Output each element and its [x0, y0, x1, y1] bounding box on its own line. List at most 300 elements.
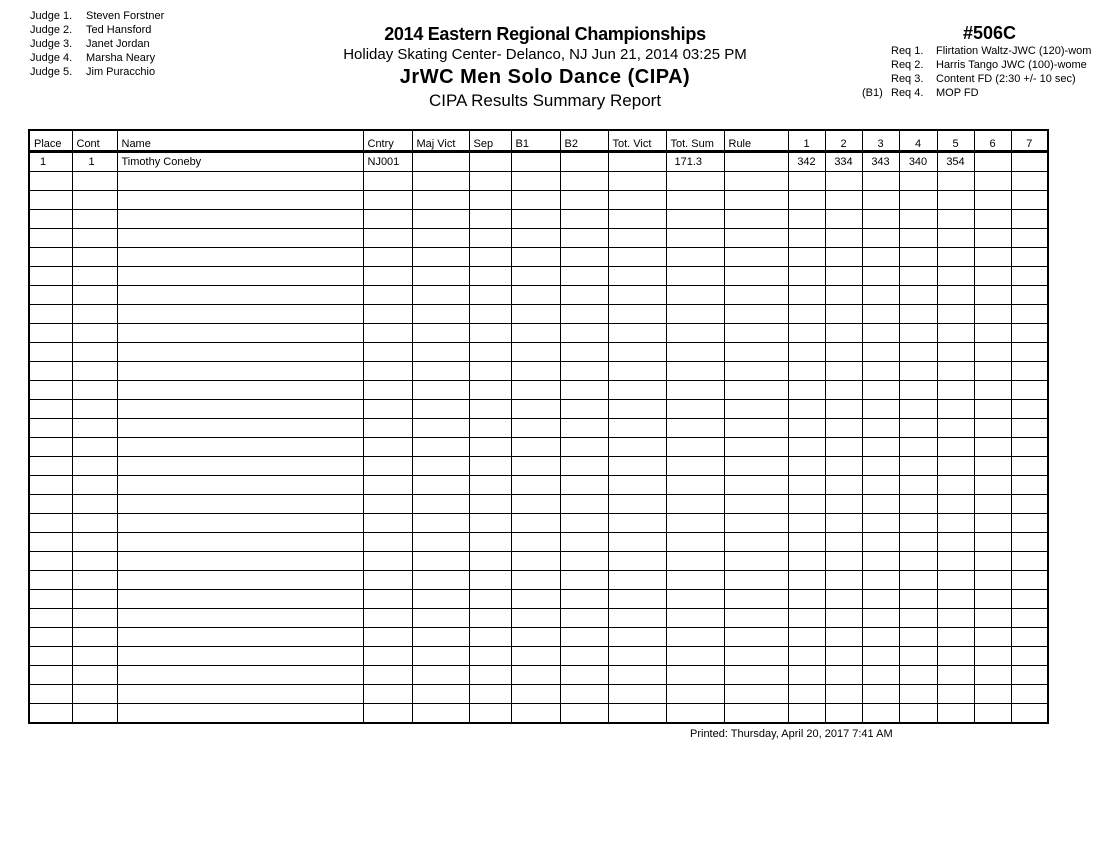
table-cell	[72, 229, 117, 248]
table-cell	[974, 381, 1011, 400]
table-cell	[363, 704, 412, 724]
table-cell	[899, 438, 937, 457]
table-cell	[29, 666, 72, 685]
table-cell	[560, 248, 608, 267]
table-cell	[469, 609, 511, 628]
table-cell	[511, 666, 560, 685]
table-cell	[469, 248, 511, 267]
table-cell	[72, 647, 117, 666]
table-row	[29, 152, 1048, 172]
table-cell	[608, 628, 666, 647]
table-cell	[117, 609, 363, 628]
requirement-item	[862, 86, 1091, 100]
table-header-row	[29, 130, 1048, 152]
table-cell	[560, 590, 608, 609]
table-cell	[899, 400, 937, 419]
table-cell	[363, 229, 412, 248]
table-cell	[29, 381, 72, 400]
table-cell	[72, 172, 117, 191]
table-cell	[899, 324, 937, 343]
table-cell	[412, 248, 469, 267]
table-cell	[117, 400, 363, 419]
table-cell	[29, 685, 72, 704]
table-cell	[937, 704, 974, 724]
table-cell	[724, 267, 788, 286]
table-cell	[469, 514, 511, 533]
table-cell	[560, 571, 608, 590]
table-cell	[899, 362, 937, 381]
table-cell	[1011, 438, 1048, 457]
table-cell	[412, 210, 469, 229]
table-cell	[937, 647, 974, 666]
table-cell	[788, 229, 825, 248]
table-cell	[608, 495, 666, 514]
table-cell	[511, 590, 560, 609]
column-header: Rule	[724, 130, 788, 152]
table-row-empty	[29, 286, 1048, 305]
competition-title: 2014 Eastern Regional Championships	[384, 24, 706, 44]
table-cell	[825, 571, 862, 590]
table-cell	[511, 609, 560, 628]
table-cell	[117, 438, 363, 457]
table-cell	[511, 685, 560, 704]
table-cell	[412, 666, 469, 685]
requirement-item	[862, 58, 1091, 72]
table-row-empty	[29, 172, 1048, 191]
table-cell	[788, 267, 825, 286]
table-cell	[862, 476, 899, 495]
table-cell	[72, 685, 117, 704]
table-cell	[862, 248, 899, 267]
table-cell	[825, 305, 862, 324]
table-cell	[724, 381, 788, 400]
table-cell	[862, 267, 899, 286]
event-id: #506C	[963, 23, 1017, 43]
table-cell	[724, 552, 788, 571]
table-cell	[117, 552, 363, 571]
table-cell	[117, 210, 363, 229]
column-header: 6	[974, 130, 1011, 152]
table-cell	[666, 381, 724, 400]
table-cell	[412, 362, 469, 381]
table-cell	[72, 324, 117, 343]
table-cell	[825, 476, 862, 495]
table-cell	[412, 343, 469, 362]
column-header: 2	[825, 130, 862, 152]
table-cell	[72, 343, 117, 362]
table-cell	[1011, 152, 1048, 172]
table-cell	[511, 571, 560, 590]
table-cell	[937, 628, 974, 647]
table-cell	[974, 172, 1011, 191]
requirement-text: Content FD (2:30 +/- 10 sec)	[936, 73, 1076, 85]
table-row-empty	[29, 419, 1048, 438]
report-title-block	[300, 22, 790, 112]
table-cell	[560, 609, 608, 628]
table-cell	[788, 419, 825, 438]
table-cell	[788, 362, 825, 381]
table-cell	[560, 400, 608, 419]
table-cell	[511, 438, 560, 457]
column-header: 1	[788, 130, 825, 152]
table-cell	[117, 495, 363, 514]
table-cell	[825, 495, 862, 514]
column-header: Sep	[469, 130, 511, 152]
table-cell	[363, 666, 412, 685]
table-cell	[608, 210, 666, 229]
table-cell	[937, 362, 974, 381]
table-cell	[1011, 476, 1048, 495]
venue-date: Holiday Skating Center- Delanco, NJ Jun 21, 2014 03:25 PM	[343, 46, 747, 63]
table-cell	[469, 552, 511, 571]
table-cell	[937, 305, 974, 324]
judge-item	[30, 65, 164, 79]
judge-name: Jim Puracchio	[86, 66, 156, 78]
table-cell	[608, 305, 666, 324]
table-cell	[899, 419, 937, 438]
table-cell	[608, 172, 666, 191]
judge-item	[30, 23, 164, 37]
table-cell	[363, 533, 412, 552]
table-cell	[469, 152, 511, 172]
table-cell	[560, 172, 608, 191]
table-cell	[666, 704, 724, 724]
table-cell	[899, 495, 937, 514]
table-cell: 354	[937, 152, 974, 172]
table-cell	[724, 343, 788, 362]
table-cell	[29, 419, 72, 438]
table-cell	[862, 229, 899, 248]
table-cell	[511, 362, 560, 381]
table-cell	[560, 495, 608, 514]
event-title: JrWC Men Solo Dance (CIPA)	[399, 66, 691, 88]
table-cell	[469, 305, 511, 324]
table-cell	[788, 286, 825, 305]
table-cell	[825, 552, 862, 571]
table-cell	[608, 248, 666, 267]
table-cell	[974, 438, 1011, 457]
table-row-empty	[29, 685, 1048, 704]
table-cell	[862, 381, 899, 400]
table-cell	[72, 495, 117, 514]
table-cell	[560, 152, 608, 172]
judge-label: Judge 2.	[30, 24, 73, 36]
table-cell	[825, 666, 862, 685]
table-cell	[29, 286, 72, 305]
table-cell	[412, 609, 469, 628]
table-cell	[412, 305, 469, 324]
table-cell	[937, 210, 974, 229]
table-cell	[825, 704, 862, 724]
table-cell	[666, 495, 724, 514]
table-cell	[937, 191, 974, 210]
table-cell	[412, 286, 469, 305]
table-cell	[363, 400, 412, 419]
table-cell	[825, 533, 862, 552]
table-cell	[937, 571, 974, 590]
table-cell	[412, 685, 469, 704]
table-cell	[825, 419, 862, 438]
table-cell	[825, 191, 862, 210]
table-cell	[899, 609, 937, 628]
table-cell	[974, 400, 1011, 419]
table-cell	[724, 305, 788, 324]
table-row-empty	[29, 628, 1048, 647]
judge-label: Judge 4.	[30, 52, 73, 64]
table-cell	[363, 305, 412, 324]
table-cell	[899, 305, 937, 324]
table-cell	[608, 286, 666, 305]
table-cell	[560, 419, 608, 438]
table-row-empty	[29, 457, 1048, 476]
table-cell	[412, 172, 469, 191]
table-cell	[788, 305, 825, 324]
judge-name: Ted Hansford	[86, 24, 152, 36]
table-row-empty	[29, 248, 1048, 267]
table-cell	[29, 609, 72, 628]
table-cell	[363, 267, 412, 286]
table-cell	[862, 647, 899, 666]
table-row-empty	[29, 495, 1048, 514]
table-row-empty	[29, 590, 1048, 609]
table-cell	[724, 590, 788, 609]
table-cell	[788, 172, 825, 191]
table-cell	[862, 609, 899, 628]
table-cell	[608, 152, 666, 172]
table-cell	[974, 571, 1011, 590]
table-cell	[974, 552, 1011, 571]
column-header: Tot. Vict	[608, 130, 666, 152]
table-cell	[1011, 305, 1048, 324]
table-cell	[363, 457, 412, 476]
table-cell	[608, 647, 666, 666]
table-cell	[974, 324, 1011, 343]
table-cell	[29, 305, 72, 324]
table-cell	[937, 248, 974, 267]
table-cell	[937, 495, 974, 514]
table-cell	[117, 457, 363, 476]
table-cell: NJ001	[363, 152, 412, 172]
table-cell	[974, 419, 1011, 438]
table-cell	[469, 191, 511, 210]
table-cell	[29, 229, 72, 248]
table-cell	[825, 400, 862, 419]
table-cell	[469, 362, 511, 381]
table-cell	[412, 191, 469, 210]
table-cell	[1011, 229, 1048, 248]
table-cell	[666, 305, 724, 324]
table-cell	[117, 533, 363, 552]
table-cell	[862, 457, 899, 476]
table-cell	[608, 343, 666, 362]
judge-name: Janet Jordan	[86, 38, 150, 50]
table-cell	[937, 419, 974, 438]
table-cell	[1011, 571, 1048, 590]
table-cell	[412, 476, 469, 495]
table-cell	[937, 229, 974, 248]
table-cell	[862, 514, 899, 533]
table-cell	[29, 324, 72, 343]
table-cell	[608, 571, 666, 590]
table-cell	[117, 248, 363, 267]
table-cell	[29, 628, 72, 647]
table-cell	[974, 248, 1011, 267]
table-cell	[788, 666, 825, 685]
judge-label: Judge 5.	[30, 66, 73, 78]
table-cell	[666, 476, 724, 495]
table-row-empty	[29, 533, 1048, 552]
table-cell	[469, 476, 511, 495]
table-cell	[1011, 210, 1048, 229]
table-cell	[1011, 400, 1048, 419]
judge-item	[30, 37, 164, 51]
table-cell	[412, 628, 469, 647]
table-cell	[899, 210, 937, 229]
table-cell	[899, 685, 937, 704]
column-header: Cont	[72, 130, 117, 152]
table-cell	[974, 514, 1011, 533]
table-cell	[511, 229, 560, 248]
table-cell	[29, 457, 72, 476]
table-cell	[724, 495, 788, 514]
table-cell	[974, 343, 1011, 362]
table-cell	[666, 457, 724, 476]
table-cell	[862, 172, 899, 191]
table-cell	[899, 666, 937, 685]
table-cell	[560, 704, 608, 724]
table-cell	[117, 628, 363, 647]
table-cell	[608, 438, 666, 457]
table-cell	[1011, 457, 1048, 476]
requirement-item	[862, 44, 1091, 58]
column-header: 7	[1011, 130, 1048, 152]
table-cell	[1011, 514, 1048, 533]
table-cell	[117, 324, 363, 343]
table-cell	[974, 704, 1011, 724]
judge-item	[30, 51, 164, 65]
table-cell	[974, 609, 1011, 628]
judge-item	[30, 9, 164, 23]
table-cell	[666, 343, 724, 362]
table-cell	[608, 590, 666, 609]
table-cell	[117, 419, 363, 438]
table-cell	[1011, 324, 1048, 343]
table-cell	[666, 571, 724, 590]
table-cell	[825, 590, 862, 609]
table-cell	[1011, 267, 1048, 286]
table-row-empty	[29, 381, 1048, 400]
table-cell	[72, 457, 117, 476]
results-table	[28, 129, 1049, 724]
table-cell	[511, 267, 560, 286]
table-cell	[862, 495, 899, 514]
table-cell	[72, 362, 117, 381]
table-cell	[608, 552, 666, 571]
table-cell	[117, 514, 363, 533]
table-cell	[724, 704, 788, 724]
table-cell	[363, 210, 412, 229]
table-cell	[29, 571, 72, 590]
table-cell	[899, 571, 937, 590]
table-cell	[560, 362, 608, 381]
table-cell	[862, 533, 899, 552]
table-cell	[560, 666, 608, 685]
table-cell	[608, 191, 666, 210]
table-cell	[666, 400, 724, 419]
table-cell	[511, 647, 560, 666]
table-cell	[724, 628, 788, 647]
table-cell	[608, 457, 666, 476]
table-cell	[363, 609, 412, 628]
table-cell	[666, 609, 724, 628]
table-cell	[825, 324, 862, 343]
table-cell	[560, 381, 608, 400]
table-cell	[412, 647, 469, 666]
table-cell	[117, 286, 363, 305]
table-cell	[788, 495, 825, 514]
table-cell	[469, 685, 511, 704]
requirement-text: Harris Tango JWC (100)-wome	[936, 59, 1087, 71]
table-cell	[511, 172, 560, 191]
table-row-empty	[29, 191, 1048, 210]
table-cell	[412, 229, 469, 248]
table-cell	[899, 628, 937, 647]
table-cell	[788, 248, 825, 267]
table-cell	[899, 191, 937, 210]
table-cell	[666, 324, 724, 343]
table-cell	[974, 685, 1011, 704]
table-cell	[724, 457, 788, 476]
table-cell	[862, 191, 899, 210]
table-cell	[608, 362, 666, 381]
table-cell	[608, 267, 666, 286]
table-cell	[72, 210, 117, 229]
table-cell	[1011, 362, 1048, 381]
table-cell	[937, 286, 974, 305]
table-cell	[511, 210, 560, 229]
table-cell	[862, 590, 899, 609]
table-cell	[666, 590, 724, 609]
table-row-empty	[29, 438, 1048, 457]
table-row-empty	[29, 647, 1048, 666]
table-cell	[937, 400, 974, 419]
table-cell	[608, 704, 666, 724]
table-cell	[469, 590, 511, 609]
table-cell	[666, 248, 724, 267]
table-cell	[560, 191, 608, 210]
column-header: Place	[29, 130, 72, 152]
table-cell	[560, 552, 608, 571]
table-cell	[974, 152, 1011, 172]
table-cell	[412, 590, 469, 609]
table-cell	[788, 381, 825, 400]
table-cell	[724, 172, 788, 191]
table-cell	[412, 552, 469, 571]
table-cell	[666, 286, 724, 305]
table-cell	[363, 438, 412, 457]
table-cell	[1011, 419, 1048, 438]
table-cell	[724, 514, 788, 533]
table-cell	[788, 647, 825, 666]
table-cell	[862, 362, 899, 381]
printed-timestamp: Printed: Thursday, April 20, 2017 7:41 AM	[690, 728, 893, 740]
table-cell	[469, 666, 511, 685]
table-cell: 171.3	[666, 152, 724, 172]
table-cell	[724, 609, 788, 628]
table-cell	[666, 210, 724, 229]
table-cell	[412, 381, 469, 400]
table-cell	[862, 552, 899, 571]
